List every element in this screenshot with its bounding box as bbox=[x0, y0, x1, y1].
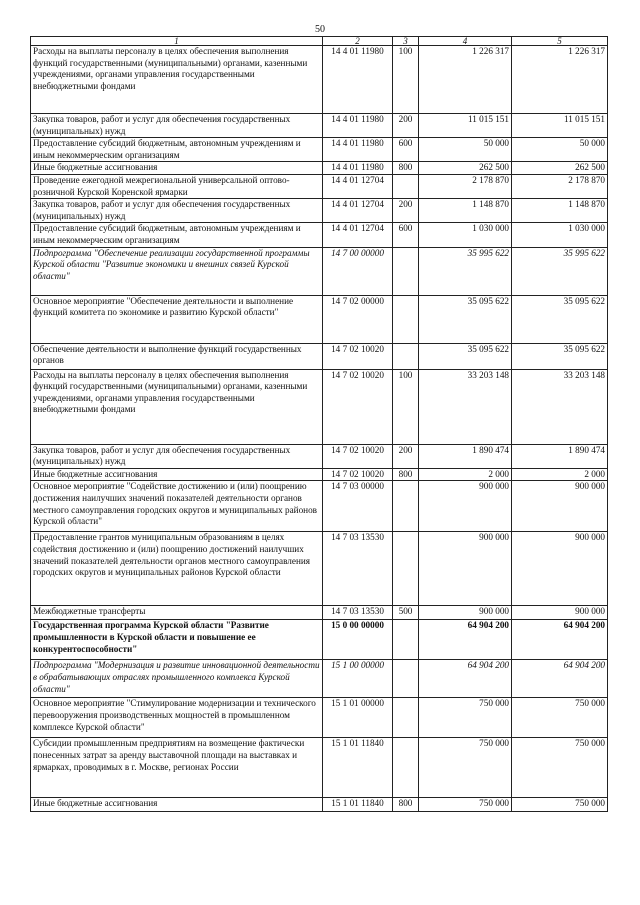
cell-sum1: 35 095 622 bbox=[419, 343, 512, 369]
cell-vr bbox=[393, 738, 419, 798]
cell-code: 14 7 02 00000 bbox=[323, 295, 393, 343]
table-row bbox=[31, 46, 608, 114]
cell-sum1: 33 203 148 bbox=[419, 369, 512, 444]
cell-name: Субсидии промышленным предприятиям на возмещение фактически понесенных затрат за аренду выставочной площади на выставках и ярмарках, проводимых в г. Москве, регионах России bbox=[31, 738, 323, 798]
cell-code: 15 1 01 11840 bbox=[323, 798, 393, 812]
table-row bbox=[31, 798, 608, 812]
cell-sum1: 750 000 bbox=[419, 738, 512, 798]
cell-code: 14 7 02 10020 bbox=[323, 444, 393, 468]
cell-vr bbox=[393, 247, 419, 295]
cell-sum1: 900 000 bbox=[419, 532, 512, 606]
cell-name: Предоставление грантов муниципальным образованиям в целях содействия достижению и (или) поощрению достижений наилучших значений показателей деятельности органов местного самоуправления городских округов и муниципальных районов Курской области bbox=[31, 532, 323, 606]
cell-sum1: 900 000 bbox=[419, 481, 512, 532]
cell-sum1: 50 000 bbox=[419, 138, 512, 162]
header-col1: 1 bbox=[31, 37, 323, 46]
cell-vr: 200 bbox=[393, 444, 419, 468]
table-row bbox=[31, 468, 608, 481]
cell-sum2: 50 000 bbox=[512, 138, 608, 162]
cell-name: Подпрограмма "Обеспечение реализации государственной программы Курской области "Развитие экономики и внешних связей Курской области" bbox=[31, 247, 323, 295]
cell-vr bbox=[393, 174, 419, 198]
cell-vr bbox=[393, 481, 419, 532]
cell-name: Иные бюджетные ассигнования bbox=[31, 162, 323, 175]
table-row bbox=[31, 223, 608, 247]
cell-vr bbox=[393, 343, 419, 369]
table-row bbox=[31, 698, 608, 738]
cell-vr: 800 bbox=[393, 798, 419, 812]
cell-sum2: 64 904 200 bbox=[512, 660, 608, 698]
table-row bbox=[31, 247, 608, 295]
cell-code: 15 1 01 00000 bbox=[323, 698, 393, 738]
cell-vr: 800 bbox=[393, 468, 419, 481]
cell-sum1: 2 178 870 bbox=[419, 174, 512, 198]
cell-code: 14 7 03 13530 bbox=[323, 532, 393, 606]
table-row bbox=[31, 162, 608, 175]
table-row bbox=[31, 481, 608, 532]
cell-sum1: 750 000 bbox=[419, 798, 512, 812]
cell-vr bbox=[393, 620, 419, 660]
header-col3: 3 bbox=[393, 37, 419, 46]
cell-sum2: 35 095 622 bbox=[512, 295, 608, 343]
cell-sum1: 35 995 622 bbox=[419, 247, 512, 295]
cell-vr bbox=[393, 698, 419, 738]
cell-sum2: 900 000 bbox=[512, 606, 608, 620]
cell-vr bbox=[393, 532, 419, 606]
table-row bbox=[31, 606, 608, 620]
cell-code: 15 1 00 00000 bbox=[323, 660, 393, 698]
cell-code: 14 4 01 12704 bbox=[323, 174, 393, 198]
cell-name: Основное мероприятие "Обеспечение деятельности и выполнение функций комитета по экономике и развитию Курской области" bbox=[31, 295, 323, 343]
cell-sum1: 750 000 bbox=[419, 698, 512, 738]
cell-code: 14 4 01 11980 bbox=[323, 46, 393, 114]
header-col2: 2 bbox=[323, 37, 393, 46]
cell-name: Государственная программа Курской области "Развитие промышленности в Курской области и повышение ее конкурентоспособности" bbox=[31, 620, 323, 660]
header-col5: 5 bbox=[512, 37, 608, 46]
budget-table bbox=[30, 36, 608, 812]
table-row bbox=[31, 369, 608, 444]
cell-code: 14 4 01 12704 bbox=[323, 223, 393, 247]
cell-name: Предоставление субсидий бюджетным, автономным учреждениям и иным некоммерческим организациям bbox=[31, 223, 323, 247]
cell-name: Закупка товаров, работ и услуг для обеспечения государственных (муниципальных) нужд bbox=[31, 114, 323, 138]
header-col4: 4 bbox=[419, 37, 512, 46]
cell-sum2: 900 000 bbox=[512, 481, 608, 532]
cell-sum2: 11 015 151 bbox=[512, 114, 608, 138]
cell-vr: 600 bbox=[393, 138, 419, 162]
cell-vr: 500 bbox=[393, 606, 419, 620]
cell-sum2: 35 995 622 bbox=[512, 247, 608, 295]
cell-sum1: 64 904 200 bbox=[419, 660, 512, 698]
table-row bbox=[31, 620, 608, 660]
cell-vr: 100 bbox=[393, 369, 419, 444]
cell-sum2: 64 904 200 bbox=[512, 620, 608, 660]
cell-sum2: 900 000 bbox=[512, 532, 608, 606]
cell-sum2: 750 000 bbox=[512, 698, 608, 738]
cell-name: Основное мероприятие "Стимулирование модернизации и технического перевооружения производственных мощностей в промышленном комплексе Курской области" bbox=[31, 698, 323, 738]
cell-vr bbox=[393, 295, 419, 343]
cell-name: Межбюджетные трансферты bbox=[31, 606, 323, 620]
cell-vr: 200 bbox=[393, 114, 419, 138]
cell-name: Расходы на выплаты персоналу в целях обеспечения выполнения функций государственными (муниципальными) органами, казенными учреждениями, органами управления государственными внебюджетными фондами bbox=[31, 46, 323, 114]
cell-sum2: 1 030 000 bbox=[512, 223, 608, 247]
cell-name: Подпрограмма "Модернизация и развитие инновационной деятельности в обрабатывающих отраслях промышленного комплекса Курской области" bbox=[31, 660, 323, 698]
cell-code: 15 0 00 00000 bbox=[323, 620, 393, 660]
cell-code: 14 4 01 11980 bbox=[323, 162, 393, 175]
cell-code: 14 7 02 10020 bbox=[323, 369, 393, 444]
cell-name: Обеспечение деятельности и выполнение функций государственных органов bbox=[31, 343, 323, 369]
table-row bbox=[31, 138, 608, 162]
cell-sum1: 35 095 622 bbox=[419, 295, 512, 343]
cell-sum2: 33 203 148 bbox=[512, 369, 608, 444]
cell-sum2: 262 500 bbox=[512, 162, 608, 175]
table-row bbox=[31, 738, 608, 798]
table-row bbox=[31, 174, 608, 198]
cell-code: 14 7 02 10020 bbox=[323, 343, 393, 369]
cell-code: 14 4 01 11980 bbox=[323, 138, 393, 162]
cell-sum1: 1 890 474 bbox=[419, 444, 512, 468]
cell-sum1: 1 030 000 bbox=[419, 223, 512, 247]
cell-code: 14 7 03 13530 bbox=[323, 606, 393, 620]
cell-vr: 100 bbox=[393, 46, 419, 114]
page-number: 50 bbox=[315, 24, 325, 35]
cell-code: 15 1 01 11840 bbox=[323, 738, 393, 798]
cell-name: Основное мероприятие "Содействие достижению и (или) поощрению достижения наилучших значений показателей деятельности органов местного самоуправления городских округов и муниципальных районов Курской области" bbox=[31, 481, 323, 532]
cell-sum2: 2 000 bbox=[512, 468, 608, 481]
cell-code: 14 4 01 12704 bbox=[323, 199, 393, 223]
cell-vr: 600 bbox=[393, 223, 419, 247]
cell-name: Закупка товаров, работ и услуг для обеспечения государственных (муниципальных) нужд bbox=[31, 199, 323, 223]
cell-code: 14 7 03 00000 bbox=[323, 481, 393, 532]
cell-name: Иные бюджетные ассигнования bbox=[31, 798, 323, 812]
cell-sum2: 35 095 622 bbox=[512, 343, 608, 369]
cell-sum2: 1 148 870 bbox=[512, 199, 608, 223]
cell-vr: 800 bbox=[393, 162, 419, 175]
cell-name: Проведение ежегодной межрегиональной универсальной оптово-розничной Курской Коренской ярмарки bbox=[31, 174, 323, 198]
cell-sum2: 1 890 474 bbox=[512, 444, 608, 468]
table-row bbox=[31, 343, 608, 369]
cell-sum1: 1 148 870 bbox=[419, 199, 512, 223]
table-row bbox=[31, 444, 608, 468]
table-row bbox=[31, 660, 608, 698]
cell-code: 14 7 00 00000 bbox=[323, 247, 393, 295]
cell-name: Предоставление субсидий бюджетным, автономным учреждениям и иным некоммерческим организациям bbox=[31, 138, 323, 162]
cell-sum2: 750 000 bbox=[512, 738, 608, 798]
cell-name: Иные бюджетные ассигнования bbox=[31, 468, 323, 481]
cell-sum1: 262 500 bbox=[419, 162, 512, 175]
table-row bbox=[31, 199, 608, 223]
cell-name: Расходы на выплаты персоналу в целях обеспечения выполнения функций государственными (муниципальными) органами, казенными учреждениями, органами управления государственными внебюджетными фондами bbox=[31, 369, 323, 444]
cell-sum1: 2 000 bbox=[419, 468, 512, 481]
cell-sum2: 1 226 317 bbox=[512, 46, 608, 114]
cell-sum2: 2 178 870 bbox=[512, 174, 608, 198]
cell-sum1: 1 226 317 bbox=[419, 46, 512, 114]
table-row bbox=[31, 532, 608, 606]
cell-code: 14 4 01 11980 bbox=[323, 114, 393, 138]
cell-sum1: 11 015 151 bbox=[419, 114, 512, 138]
cell-vr: 200 bbox=[393, 199, 419, 223]
table-header-row bbox=[31, 37, 608, 46]
cell-name: Закупка товаров, работ и услуг для обеспечения государственных (муниципальных) нужд bbox=[31, 444, 323, 468]
cell-sum1: 900 000 bbox=[419, 606, 512, 620]
cell-sum1: 64 904 200 bbox=[419, 620, 512, 660]
cell-code: 14 7 02 10020 bbox=[323, 468, 393, 481]
table-row bbox=[31, 114, 608, 138]
table-row bbox=[31, 295, 608, 343]
cell-sum2: 750 000 bbox=[512, 798, 608, 812]
cell-vr bbox=[393, 660, 419, 698]
